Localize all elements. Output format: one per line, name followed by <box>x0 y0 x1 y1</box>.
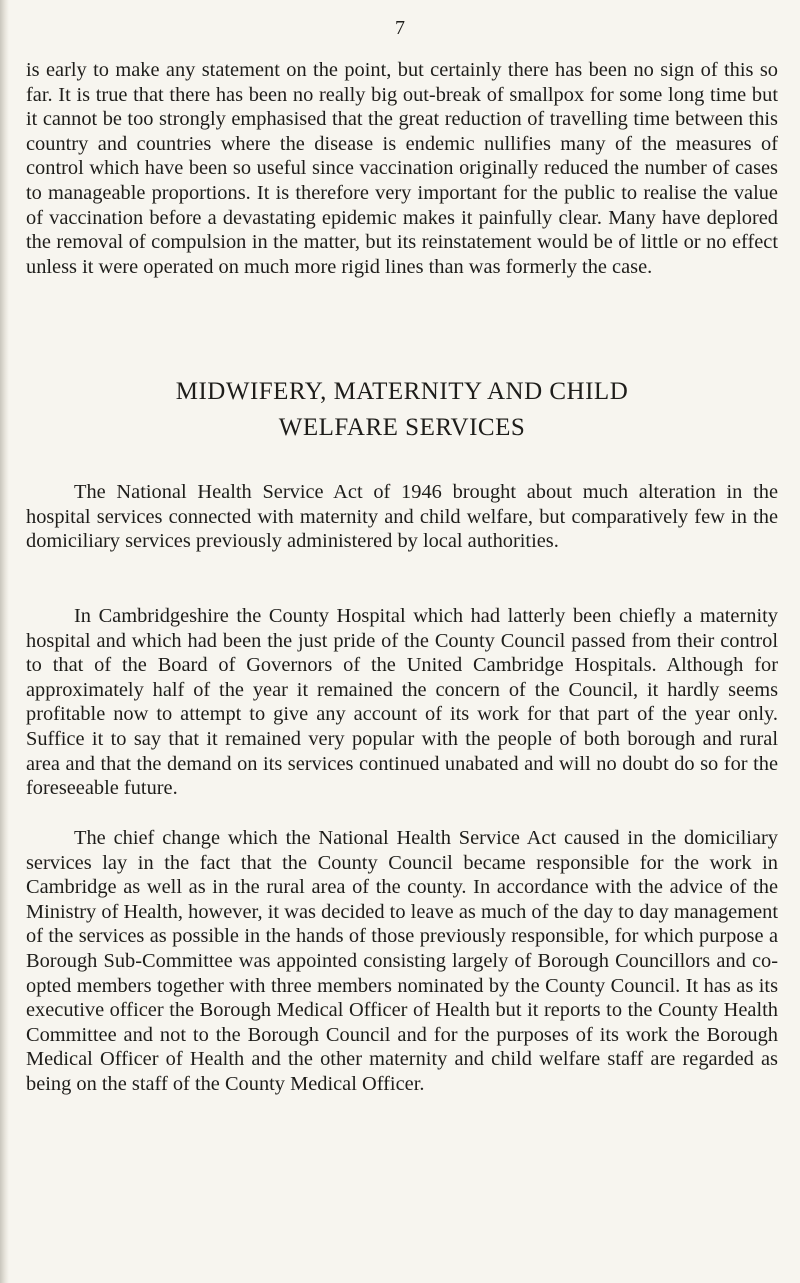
section-heading <box>26 374 778 446</box>
section-paragraph-3: The chief change which the National Health Service Act caused in the domiciliary services lay in the fact that the County Council became responsible for the work in Cambridge as well as in the rural area of the county. In accordance with the advice of the Ministry of Health, however, it was decided to leave as much of the day to day management of the services as possible in the hands of those previously responsible, for which purpose a Borough Sub-Committee was appointed consisting largely of Borough Councillors and co-opted members together with three members nominated by the County Council. It has as its executive officer the Borough Medical Officer of Health but it reports to the County Health Committee and not to the Borough Council and for the purposes of its work the Borough Medical Officer of Health and the other maternity and child welfare staff are regarded as being on the staff of the County Medical Officer. <box>26 827 778 1095</box>
section-heading-line-2: WELFARE SERVICES <box>278 414 526 441</box>
section-heading-line-1: MIDWIFERY, MATERNITY AND CHILD <box>175 378 629 405</box>
section-paragraph-1: The National Health Service Act of 1946 brought about much alteration in the hospital services connected with maternity and child welfare, but comparatively few in the domiciliary services previously administered by local authorities. <box>26 481 778 553</box>
page-number: 7 <box>395 17 405 39</box>
page-binding-edge <box>0 0 9 1283</box>
section-paragraph-2: In Cambridgeshire the County Hospital which had latterly been chiefly a maternity hospital and which had been the just pride of the County Council passed from their control to that of the Board of Governors of the United Cambridge Hospitals. Although for approximately half of the year it remained the concern of the Council, it hardly seems profitable now to attempt to give any account of its work for that part of the year only. Suffice it to say that it remained very popular with the people of both borough and rural area and that the demand on its services continued unabated and will no doubt do so for the foreseeable future. <box>26 605 778 800</box>
intro-paragraph: is early to make any statement on the point, but certainly there has been no sign of this so far. It is true that there has been no really big out-break of smallpox for some long time but it cannot be too strongly emphasised that the great reduction of travelling time between this country and countries where the disease is endemic nullifies many of the measures of control which have been so useful since vaccination originally reduced the number of cases to manageable proportions. It is therefore very important for the public to realise the value of vaccination before a devastating epidemic makes it painfully clear. Many have deplored the removal of compulsion in the matter, but its reinstatement would be of little or no effect unless it were operated on much more rigid lines than was formerly the case. <box>26 59 778 278</box>
